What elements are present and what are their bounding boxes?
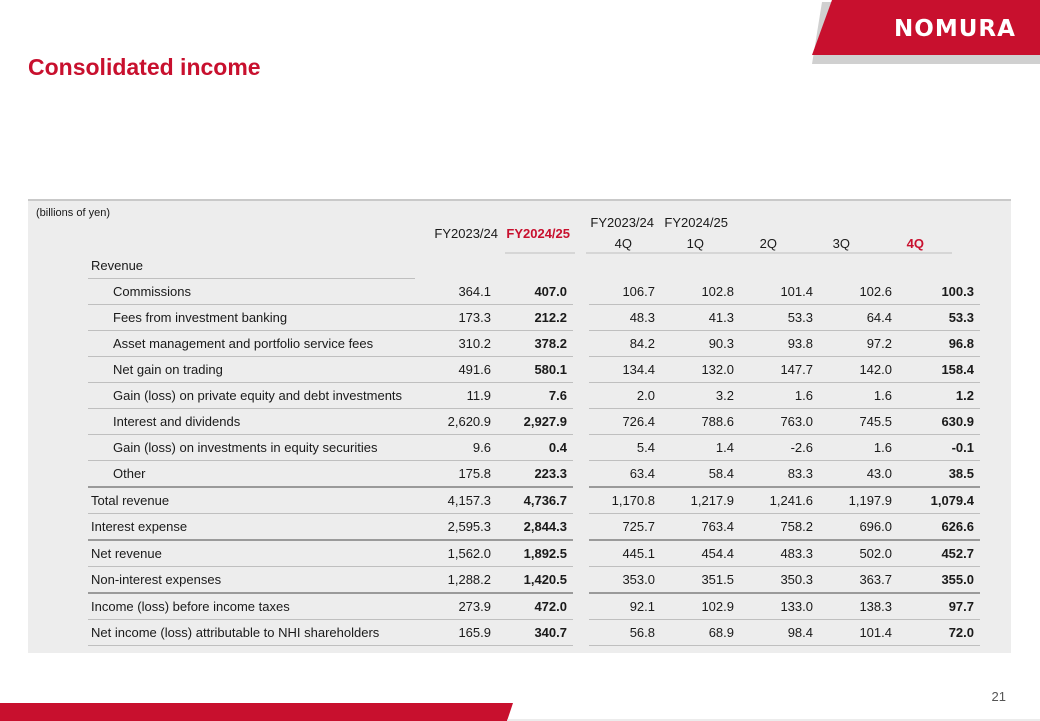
header-q2: 2Q bbox=[759, 236, 777, 251]
cell: 106.7 bbox=[589, 279, 661, 305]
cell: 630.9 bbox=[898, 409, 980, 435]
cell: 97.7 bbox=[898, 593, 980, 620]
cell: 763.0 bbox=[740, 409, 819, 435]
cell: 1,170.8 bbox=[589, 487, 661, 514]
cell: 363.7 bbox=[819, 567, 898, 594]
cell: 472.0 bbox=[497, 593, 573, 620]
table-row bbox=[88, 620, 980, 646]
cell: 90.3 bbox=[661, 331, 740, 357]
row-label: Asset management and portfolio service fees bbox=[88, 331, 415, 357]
table-row bbox=[88, 514, 980, 541]
cell: 58.4 bbox=[661, 461, 740, 488]
cell: 1.6 bbox=[819, 383, 898, 409]
cell bbox=[740, 253, 819, 279]
cell: 5.4 bbox=[589, 435, 661, 461]
cell: 378.2 bbox=[497, 331, 573, 357]
row-label: Net gain on trading bbox=[88, 357, 415, 383]
cell: 96.8 bbox=[898, 331, 980, 357]
income-table bbox=[88, 253, 980, 646]
header-quarter-year-2023-24: FY2023/24 bbox=[590, 215, 654, 230]
cell: 483.3 bbox=[740, 540, 819, 567]
cell: 4,157.3 bbox=[415, 487, 497, 514]
cell: 364.1 bbox=[415, 279, 497, 305]
cell: 2,595.3 bbox=[415, 514, 497, 541]
cell: 212.2 bbox=[497, 305, 573, 331]
cell: 1,079.4 bbox=[898, 487, 980, 514]
cell bbox=[819, 253, 898, 279]
cell: 273.9 bbox=[415, 593, 497, 620]
table-row bbox=[88, 540, 980, 567]
cell: 93.8 bbox=[740, 331, 819, 357]
cell: 1.6 bbox=[740, 383, 819, 409]
cell: 452.7 bbox=[898, 540, 980, 567]
cell: 355.0 bbox=[898, 567, 980, 594]
header-q3: 3Q bbox=[832, 236, 850, 251]
cell: 101.4 bbox=[819, 620, 898, 646]
cell: 491.6 bbox=[415, 357, 497, 383]
cell: 165.9 bbox=[415, 620, 497, 646]
table-row bbox=[88, 435, 980, 461]
cell: 9.6 bbox=[415, 435, 497, 461]
cell: 134.4 bbox=[589, 357, 661, 383]
cell: 788.6 bbox=[661, 409, 740, 435]
table-row bbox=[88, 593, 980, 620]
table-row bbox=[88, 279, 980, 305]
cell: 4,736.7 bbox=[497, 487, 573, 514]
table-row bbox=[88, 567, 980, 594]
cell: 0.4 bbox=[497, 435, 573, 461]
cell: 1.6 bbox=[819, 435, 898, 461]
header-fy2023-24: FY2023/24 bbox=[434, 226, 498, 241]
cell: 56.8 bbox=[589, 620, 661, 646]
cell: 407.0 bbox=[497, 279, 573, 305]
cell: 1.4 bbox=[661, 435, 740, 461]
row-label: Net income (loss) attributable to NHI shareholders bbox=[88, 620, 415, 646]
cell: 102.6 bbox=[819, 279, 898, 305]
cell: 350.3 bbox=[740, 567, 819, 594]
table-row bbox=[88, 305, 980, 331]
cell: 2,927.9 bbox=[497, 409, 573, 435]
cell: 43.0 bbox=[819, 461, 898, 488]
cell bbox=[898, 253, 980, 279]
cell: 138.3 bbox=[819, 593, 898, 620]
cell: 53.3 bbox=[898, 305, 980, 331]
cell: 758.2 bbox=[740, 514, 819, 541]
cell bbox=[415, 253, 497, 279]
nomura-logo: NOMURA bbox=[894, 16, 1016, 42]
cell: 101.4 bbox=[740, 279, 819, 305]
cell: 502.0 bbox=[819, 540, 898, 567]
row-label: Income (loss) before income taxes bbox=[88, 593, 415, 620]
cell: 1,197.9 bbox=[819, 487, 898, 514]
cell bbox=[661, 253, 740, 279]
cell: 11.9 bbox=[415, 383, 497, 409]
cell: 68.9 bbox=[661, 620, 740, 646]
cell: 310.2 bbox=[415, 331, 497, 357]
table-row bbox=[88, 357, 980, 383]
cell: 48.3 bbox=[589, 305, 661, 331]
cell: 1.2 bbox=[898, 383, 980, 409]
row-label: Interest expense bbox=[88, 514, 415, 541]
cell: 38.5 bbox=[898, 461, 980, 488]
cell: 2,844.3 bbox=[497, 514, 573, 541]
header-fy2024-25: FY2024/25 bbox=[506, 226, 570, 241]
cell: 454.4 bbox=[661, 540, 740, 567]
cell: 763.4 bbox=[661, 514, 740, 541]
table-row bbox=[88, 331, 980, 357]
row-label: Revenue bbox=[88, 253, 415, 279]
cell: 158.4 bbox=[898, 357, 980, 383]
row-label: Interest and dividends bbox=[88, 409, 415, 435]
cell: 98.4 bbox=[740, 620, 819, 646]
cell: 351.5 bbox=[661, 567, 740, 594]
cell: 340.7 bbox=[497, 620, 573, 646]
cell: 100.3 bbox=[898, 279, 980, 305]
cell: 63.4 bbox=[589, 461, 661, 488]
cell: 353.0 bbox=[589, 567, 661, 594]
cell: 102.8 bbox=[661, 279, 740, 305]
table-row bbox=[88, 253, 980, 279]
table-row bbox=[88, 409, 980, 435]
cell: 173.3 bbox=[415, 305, 497, 331]
cell: 1,241.6 bbox=[740, 487, 819, 514]
cell: 2,620.9 bbox=[415, 409, 497, 435]
cell: 142.0 bbox=[819, 357, 898, 383]
cell bbox=[497, 253, 573, 279]
cell: 92.1 bbox=[589, 593, 661, 620]
cell: 1,217.9 bbox=[661, 487, 740, 514]
cell: 64.4 bbox=[819, 305, 898, 331]
cell: 133.0 bbox=[740, 593, 819, 620]
cell: 445.1 bbox=[589, 540, 661, 567]
cell: 147.7 bbox=[740, 357, 819, 383]
cell: 725.7 bbox=[589, 514, 661, 541]
cell: -0.1 bbox=[898, 435, 980, 461]
row-label: Total revenue bbox=[88, 487, 415, 514]
cell: 2.0 bbox=[589, 383, 661, 409]
cell: 696.0 bbox=[819, 514, 898, 541]
header-q4: 4Q bbox=[906, 236, 924, 251]
cell: 726.4 bbox=[589, 409, 661, 435]
cell: 1,288.2 bbox=[415, 567, 497, 594]
cell: 53.3 bbox=[740, 305, 819, 331]
cell: 1,420.5 bbox=[497, 567, 573, 594]
cell: 626.6 bbox=[898, 514, 980, 541]
units-label: (billions of yen) bbox=[36, 207, 110, 219]
cell bbox=[589, 253, 661, 279]
cell: 102.9 bbox=[661, 593, 740, 620]
table-row bbox=[88, 487, 980, 514]
cell: 3.2 bbox=[661, 383, 740, 409]
row-label: Commissions bbox=[88, 279, 415, 305]
cell: 580.1 bbox=[497, 357, 573, 383]
table-row bbox=[88, 461, 980, 488]
cell: 84.2 bbox=[589, 331, 661, 357]
cell: 41.3 bbox=[661, 305, 740, 331]
cell: 1,892.5 bbox=[497, 540, 573, 567]
cell: 223.3 bbox=[497, 461, 573, 488]
cell: 175.8 bbox=[415, 461, 497, 488]
header-q1: 1Q bbox=[686, 236, 704, 251]
cell: 72.0 bbox=[898, 620, 980, 646]
row-label: Non-interest expenses bbox=[88, 567, 415, 594]
cell: 97.2 bbox=[819, 331, 898, 357]
row-label: Gain (loss) on investments in equity securities bbox=[88, 435, 415, 461]
footer-bar bbox=[0, 703, 1040, 721]
cell: 7.6 bbox=[497, 383, 573, 409]
row-label: Other bbox=[88, 461, 415, 488]
cell: 132.0 bbox=[661, 357, 740, 383]
row-label: Fees from investment banking bbox=[88, 305, 415, 331]
cell: 83.3 bbox=[740, 461, 819, 488]
table-row bbox=[88, 383, 980, 409]
header-quarter-year-2024-25: FY2024/25 bbox=[664, 215, 728, 230]
row-label: Gain (loss) on private equity and debt investments bbox=[88, 383, 415, 409]
row-label: Net revenue bbox=[88, 540, 415, 567]
cell: 745.5 bbox=[819, 409, 898, 435]
header-q4-prev: 4Q bbox=[614, 236, 632, 251]
page-title: Consolidated income bbox=[28, 54, 261, 80]
cell: -2.6 bbox=[740, 435, 819, 461]
page-number: 21 bbox=[991, 689, 1006, 704]
cell: 1,562.0 bbox=[415, 540, 497, 567]
